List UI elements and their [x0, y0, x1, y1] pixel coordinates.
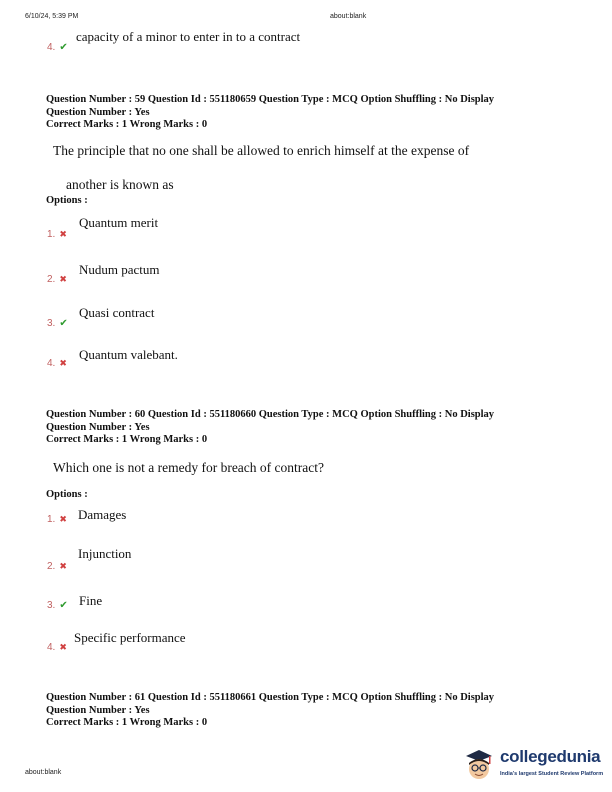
question-59-text-line2: another is known as [66, 177, 174, 192]
question-60-text: Which one is not a remedy for breach of contract? [53, 460, 325, 475]
cross-icon: ✖ [59, 230, 67, 240]
q60-option-2-text: Injunction [78, 546, 132, 561]
q60-option-3-text: Fine [79, 593, 103, 608]
cross-icon: ✖ [59, 515, 67, 525]
print-footer-url: about:blank [25, 769, 62, 776]
logo-name: collegedunia [500, 747, 601, 766]
print-url: about:blank [330, 13, 367, 20]
q59-option-3-text: Quasi contract [79, 305, 155, 320]
q59-option-3-number: 3. ✔ [47, 318, 68, 329]
q59-option-1-text: Quantum merit [79, 215, 159, 230]
q60-option-2-number: 2. ✖ [47, 561, 67, 572]
print-datetime: 6/10/24, 5:39 PM [25, 13, 79, 20]
q59-option-1-number: 1. ✖ [47, 229, 67, 240]
question-59-meta: Question Number : 59 Question Id : 551180659 Question Type : MCQ Option Shuffling : No Display Question Number : Yes Correct Marks : 1 Wrong Marks : 0 [46, 94, 495, 130]
cross-icon: ✖ [59, 643, 67, 653]
question-60-meta: Question Number : 60 Question Id : 551180660 Question Type : MCQ Option Shuffling : No Display Question Number : Yes Correct Marks : 1 Wrong Marks : 0 [46, 409, 495, 445]
question-61-meta: Question Number : 61 Question Id : 551180661 Question Type : MCQ Option Shuffling : No Display Question Number : Yes Correct Marks : 1 Wrong Marks : 0 [46, 692, 495, 728]
prev-option-text: capacity of a minor to enter in to a contract [76, 29, 301, 44]
prev-option-number: 4. ✔ [47, 42, 68, 53]
cross-icon: ✖ [59, 275, 67, 285]
cross-icon: ✖ [59, 562, 67, 572]
q59-option-2-text: Nudum pactum [79, 262, 160, 277]
check-icon: ✔ [59, 600, 68, 611]
logo-tagline: India's largest Student Review Platform [500, 771, 604, 777]
check-icon: ✔ [59, 42, 68, 53]
check-icon: ✔ [59, 318, 68, 329]
cross-icon: ✖ [59, 359, 67, 369]
question-59-options-label: Options : [46, 195, 88, 206]
q59-option-4-text: Quantum valebant. [79, 347, 178, 362]
q60-option-1-text: Damages [78, 507, 127, 522]
q60-option-1-number: 1. ✖ [47, 514, 67, 525]
q60-option-3-number: 3. ✔ [47, 600, 68, 611]
mascot-icon [462, 747, 496, 783]
question-59-text-line1: The principle that no one shall be allowed to enrich himself at the expense of [53, 143, 470, 158]
q60-option-4-text: Specific performance [74, 630, 186, 645]
collegedunia-logo [460, 743, 610, 789]
question-60-options-label: Options : [46, 489, 88, 500]
q59-option-4-number: 4. ✖ [47, 358, 67, 369]
q59-option-2-number: 2. ✖ [47, 274, 67, 285]
q60-option-4-number: 4. ✖ [47, 642, 67, 653]
